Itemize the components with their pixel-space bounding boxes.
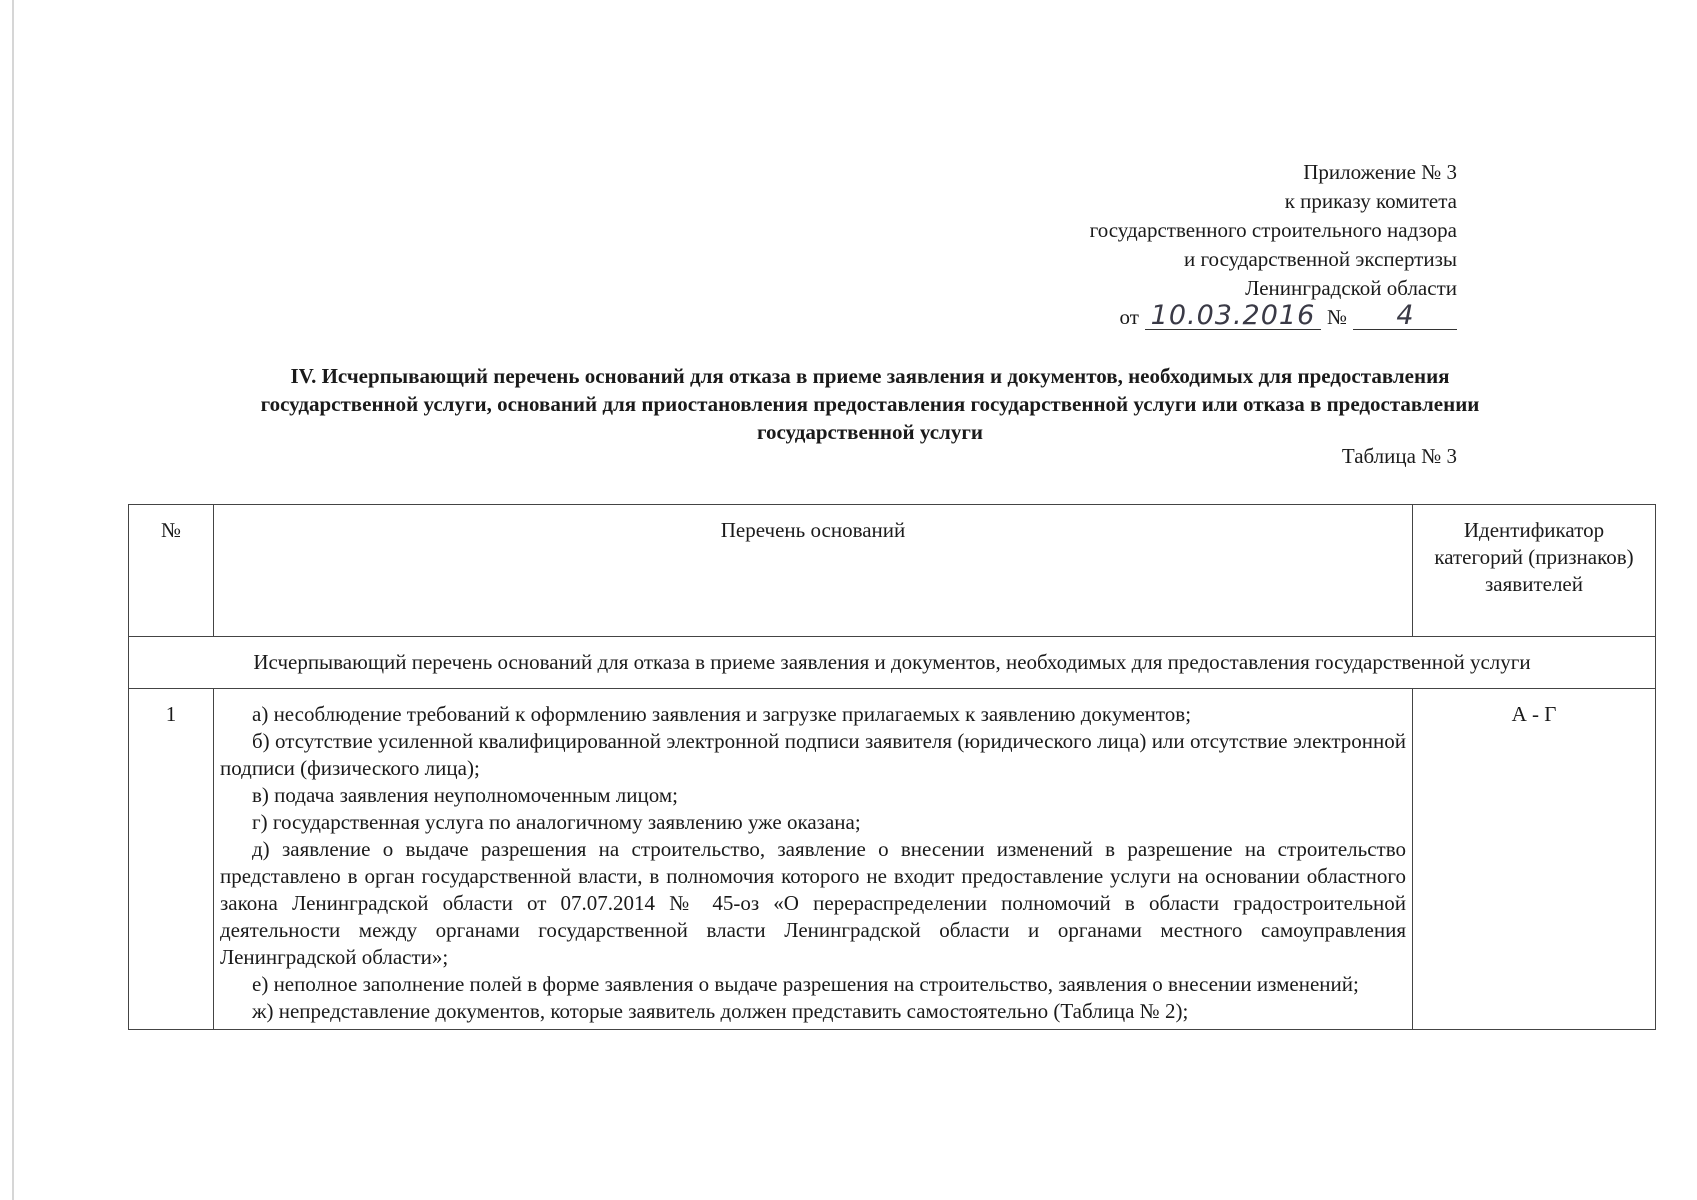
- section-heading-cell: Исчерпывающий перечень оснований для отказа в приеме заявления и документов, необходимых для предоставления государственной услуги: [129, 637, 1656, 689]
- reason-item: б) отсутствие усиленной квалифицированной электронной подписи заявителя (юридического лица) или отсутствие электронной подписи (физического лица);: [220, 729, 1406, 780]
- handwritten-date: 10.03.2016: [1145, 303, 1321, 330]
- appendix-line: государственного строительного надзора: [1089, 218, 1457, 242]
- handwritten-number: 4: [1353, 303, 1457, 330]
- number-label: №: [1326, 305, 1347, 329]
- table-header-row: [129, 505, 1656, 637]
- reason-item: г) государственная услуга по аналогичному заявлению уже оказана;: [252, 810, 861, 834]
- appendix-line: к приказу комитета: [1284, 189, 1457, 213]
- scan-edge-line: [12, 0, 14, 1200]
- title-line: государственной услуги, оснований для приостановления предоставления государственной услуги или отказа в предоставлении: [260, 392, 1480, 416]
- reason-item: а) несоблюдение требований к оформлению заявления и загрузке прилагаемых к заявлению документов;: [252, 702, 1192, 726]
- header-num: №: [129, 505, 214, 637]
- title-line: IV. Исчерпывающий перечень оснований для отказа в приеме заявления и документов, необходимых для предоставления: [290, 364, 1450, 388]
- order-date-number-line: [1090, 300, 1457, 332]
- reason-item: д) заявление о выдаче разрешения на строительство, заявление о внесении изменений в разрешение на строительство представлено в орган государственной власти, в полномочия которого не входит предоставление услуги на основании областного закона Ленинградской области от 07.07.2014 № 45-оз «О перераспределении полномочий в области градостроительной деятельности между органами государственной власти Ленинградской области и органами местного самоуправления Ленинградской области»;: [220, 837, 1406, 969]
- from-label: от: [1119, 305, 1139, 329]
- header-reasons: Перечень оснований: [214, 505, 1413, 637]
- grounds-table: [128, 504, 1656, 1030]
- reason-item: в) подача заявления неуполномоченным лицом;: [252, 783, 678, 807]
- appendix-line: Ленинградской области: [1245, 276, 1457, 300]
- row-identifier: А - Г: [1413, 689, 1656, 1030]
- appendix-line: Приложение № 3: [1303, 160, 1457, 184]
- title-line: государственной услуги: [757, 420, 983, 444]
- table-section-row: [129, 637, 1656, 689]
- table-label: Таблица № 3: [1341, 444, 1457, 468]
- section-title: [150, 362, 1590, 446]
- reason-item: ж) непредставление документов, которые заявитель должен представить самостоятельно (Таблица № 2);: [252, 999, 1189, 1023]
- reason-item: е) неполное заполнение полей в форме заявления о выдаче разрешения на строительство, заявления о внесении изменений;: [252, 972, 1359, 996]
- table-row: [129, 689, 1656, 1030]
- row-num: 1: [129, 689, 214, 1030]
- row-reasons: [214, 689, 1413, 1030]
- header-identifier: Идентификатор категорий (признаков) заявителей: [1413, 505, 1656, 637]
- appendix-header: [1090, 158, 1457, 332]
- appendix-line: и государственной экспертизы: [1183, 247, 1457, 271]
